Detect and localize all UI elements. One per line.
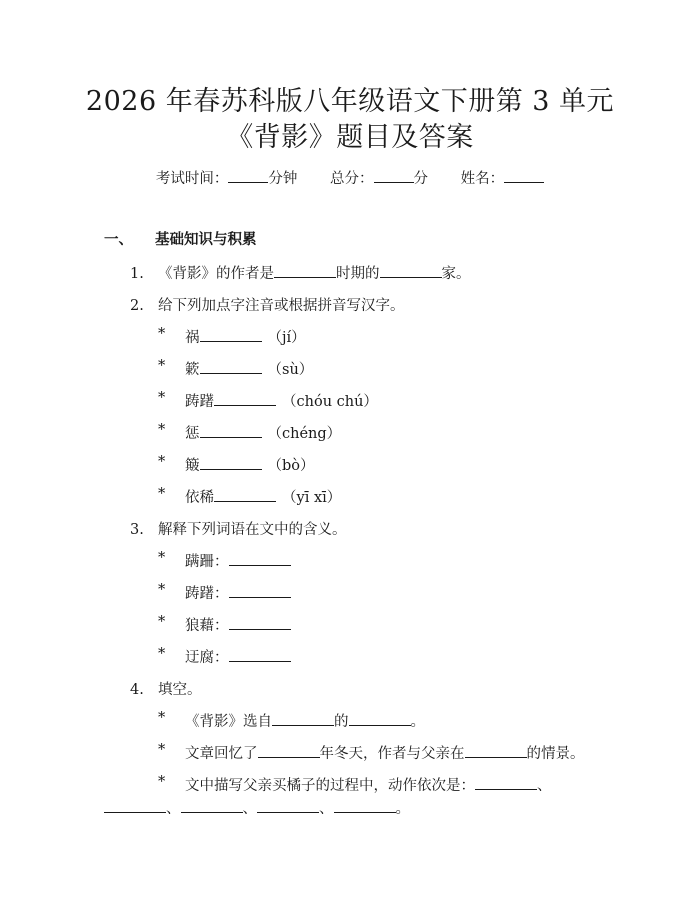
pinyin-item [185, 390, 378, 411]
item-term: 蹒跚： [185, 554, 229, 570]
answer-blank[interactable] [349, 711, 411, 726]
item-pinyin: （bò） [267, 458, 315, 474]
item-char: 踌躇 [185, 394, 214, 410]
answer-blank[interactable] [465, 743, 527, 758]
answer-blank[interactable] [229, 615, 291, 630]
definition-item [185, 646, 291, 667]
item-pinyin: （sù） [267, 362, 314, 378]
bullet-icon: * [158, 646, 166, 662]
item-char: 祸 [185, 330, 200, 346]
answer-blank[interactable] [334, 798, 396, 813]
section-heading [104, 228, 257, 249]
item-char: 簌 [185, 362, 200, 378]
question-text: 填空。 [158, 682, 202, 698]
question-number: 4. [130, 682, 144, 698]
exam-time [156, 171, 298, 187]
item-char: 簸 [185, 458, 200, 474]
bullet-icon: * [158, 454, 166, 470]
definition-item [185, 614, 291, 635]
question-3 [130, 518, 347, 539]
document-title-line2: 《背影》题目及答案 [226, 122, 474, 153]
answer-blank[interactable] [200, 455, 262, 470]
bullet-icon: * [158, 582, 166, 598]
item-text: 文章回忆了 [185, 746, 258, 762]
item-text: 的 [334, 714, 349, 730]
separator: 、 [242, 801, 257, 817]
item-text: 文中描写父亲买橘子的过程中，动作依次是： [185, 778, 475, 794]
item-term: 狼藉： [185, 618, 229, 634]
item-pinyin: （jí） [267, 330, 306, 346]
bullet-icon: * [158, 422, 166, 438]
pinyin-item [185, 422, 341, 443]
pinyin-item [185, 358, 313, 379]
question-2 [130, 294, 405, 315]
score-unit: 分 [413, 171, 428, 187]
answer-blank[interactable] [200, 359, 262, 374]
bullet-icon: * [158, 710, 166, 726]
question-text: 时期的 [336, 266, 380, 282]
question-number: 3. [130, 522, 144, 538]
item-pinyin: （chéng） [267, 426, 342, 442]
item-term: 踌躇： [185, 586, 229, 602]
question-1 [130, 262, 471, 283]
time-unit: 分钟 [268, 171, 298, 187]
separator: 、 [166, 801, 181, 817]
bullet-icon: * [158, 742, 166, 758]
answer-blank[interactable] [380, 263, 442, 278]
question-text: 给下列加点字注音或根据拼音写汉字。 [158, 298, 405, 314]
answer-blank[interactable] [229, 551, 291, 566]
item-pinyin: （yī xī） [282, 490, 342, 506]
name-label: 姓名： [460, 171, 505, 187]
score-blank[interactable] [374, 168, 414, 183]
pinyin-item [185, 454, 315, 475]
separator: 、 [319, 801, 334, 817]
question-text: 解释下列词语在文中的含义。 [158, 522, 347, 538]
answer-blank[interactable] [258, 743, 320, 758]
item-text: 《背影》选自 [185, 714, 272, 730]
answer-blank[interactable] [200, 327, 262, 342]
answer-blank[interactable] [475, 775, 537, 790]
question-text: 家。 [441, 266, 471, 282]
item-char: 惩 [185, 426, 200, 442]
fill-item-3-continued [104, 797, 410, 818]
bullet-icon: * [158, 390, 166, 406]
definition-item [185, 582, 291, 603]
question-4 [130, 678, 202, 699]
section-title: 基础知识与积累 [155, 232, 257, 248]
question-text: 《背影》的作者是 [158, 266, 274, 282]
answer-blank[interactable] [274, 263, 336, 278]
name-blank[interactable] [504, 168, 544, 183]
fill-item-1 [185, 710, 425, 731]
answer-blank[interactable] [229, 647, 291, 662]
answer-blank[interactable] [104, 798, 166, 813]
bullet-icon: * [158, 486, 166, 502]
fill-item-3 [185, 774, 552, 795]
bullet-icon: * [158, 774, 166, 790]
question-number: 2. [130, 298, 144, 314]
exam-score [330, 171, 428, 187]
item-text: 、 [537, 778, 552, 794]
answer-blank[interactable] [257, 798, 319, 813]
section-number: 一、 [104, 232, 133, 248]
time-label: 考试时间： [155, 171, 229, 187]
score-label: 总分： [330, 171, 374, 187]
answer-blank[interactable] [181, 798, 243, 813]
item-text: 年冬天，作者与父亲在 [319, 746, 465, 762]
answer-blank[interactable] [272, 711, 334, 726]
bullet-icon: * [158, 614, 166, 630]
item-pinyin: （chóu chú） [282, 394, 378, 410]
bullet-icon: * [158, 326, 166, 342]
item-text: 。 [395, 801, 410, 817]
item-text: 。 [410, 714, 425, 730]
answer-blank[interactable] [229, 583, 291, 598]
pinyin-item [185, 486, 341, 507]
answer-blank[interactable] [214, 487, 276, 502]
bullet-icon: * [158, 550, 166, 566]
student-name [461, 171, 545, 187]
question-number: 1. [130, 266, 144, 282]
pinyin-item [185, 326, 306, 347]
definition-item [185, 550, 291, 571]
fill-item-2 [185, 742, 585, 763]
item-term: 迂腐： [185, 650, 229, 666]
document-title-line1: 2026 年春苏科版八年级语文下册第 3 单元 [85, 86, 615, 117]
time-blank[interactable] [228, 168, 268, 183]
item-char: 依稀 [185, 490, 214, 506]
exam-meta-line [0, 167, 700, 188]
answer-blank[interactable] [200, 423, 262, 438]
bullet-icon: * [158, 358, 166, 374]
item-text: 的情景。 [526, 746, 585, 762]
answer-blank[interactable] [214, 391, 276, 406]
